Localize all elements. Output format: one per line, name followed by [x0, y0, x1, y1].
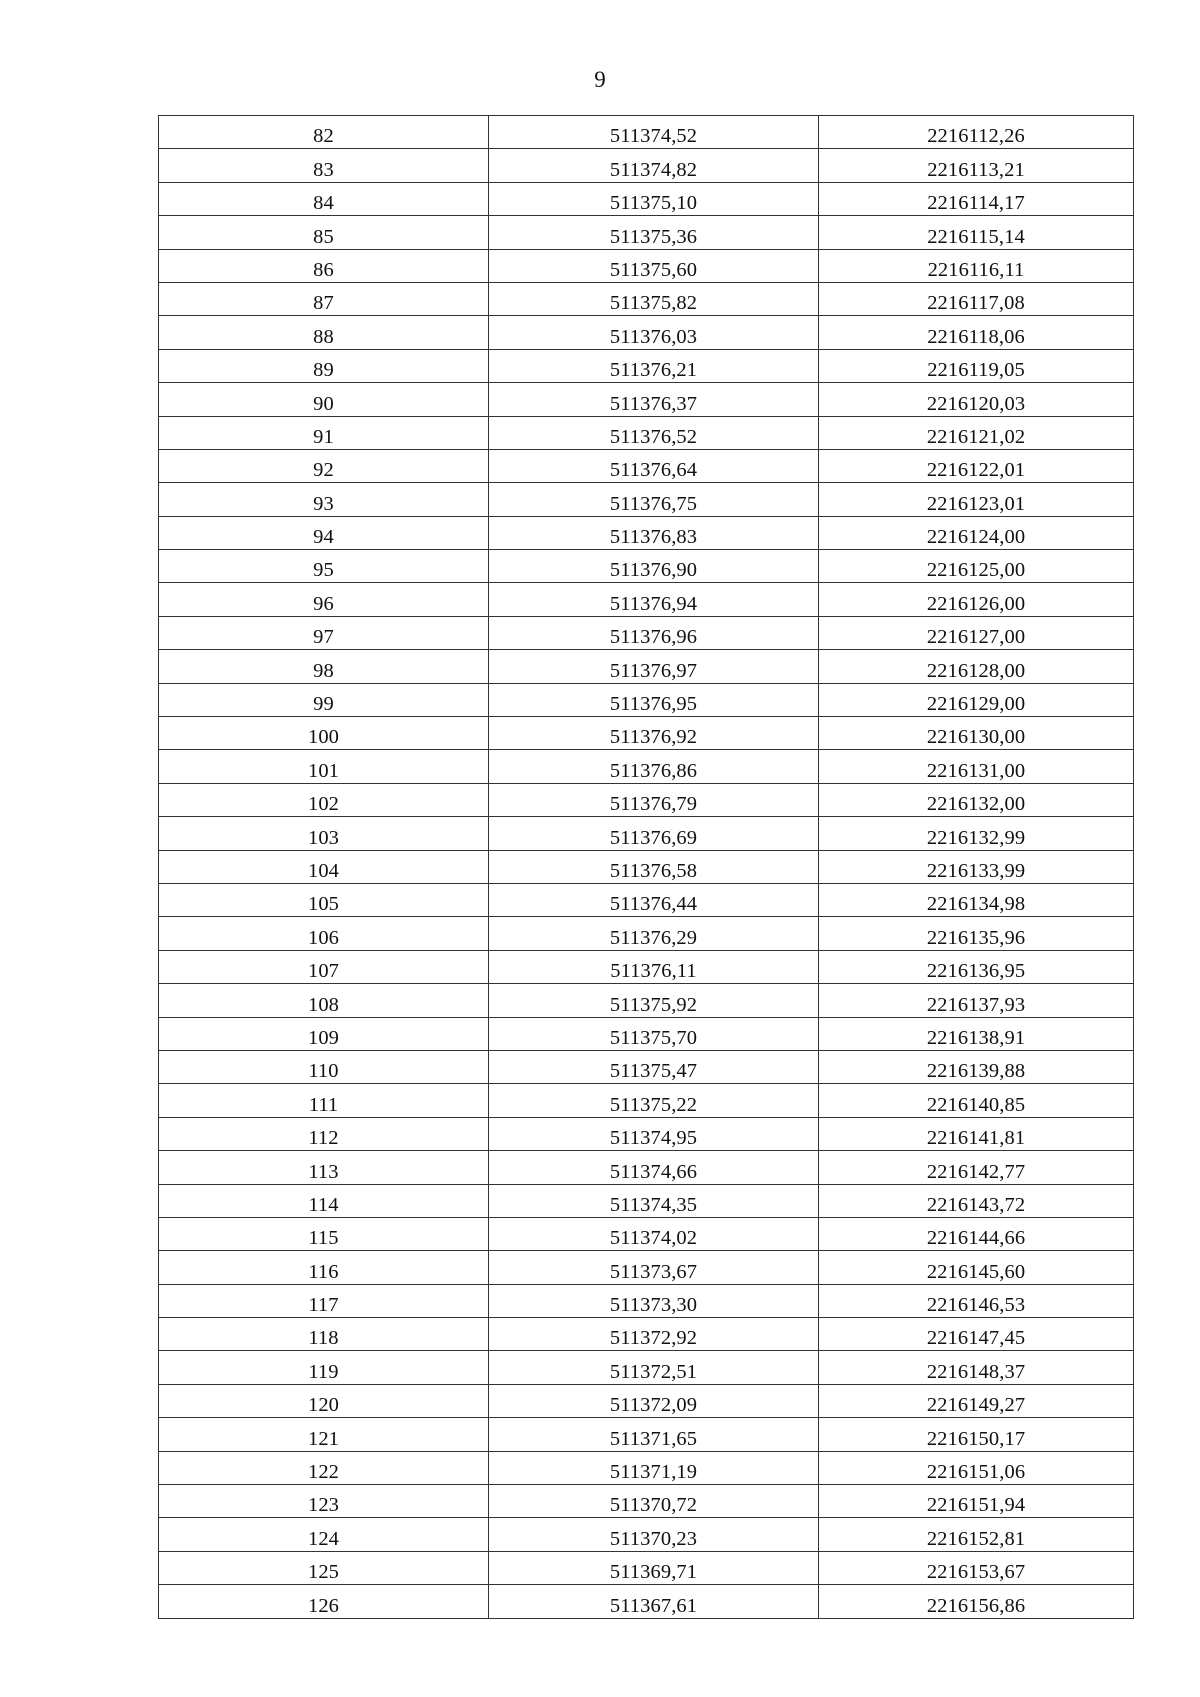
point-number-cell: 101 — [159, 750, 489, 783]
x-coordinate-cell: 511375,60 — [489, 249, 819, 282]
point-number-cell: 91 — [159, 416, 489, 449]
y-coordinate-cell: 2216118,06 — [819, 316, 1134, 349]
table-row — [159, 149, 1134, 182]
table-row — [159, 1451, 1134, 1484]
point-number-cell: 89 — [159, 349, 489, 382]
table-row — [159, 216, 1134, 249]
x-coordinate-cell: 511375,92 — [489, 984, 819, 1017]
point-number-cell: 120 — [159, 1384, 489, 1417]
x-coordinate-cell: 511373,30 — [489, 1284, 819, 1317]
table-row — [159, 282, 1134, 315]
table-row — [159, 182, 1134, 215]
x-coordinate-cell: 511376,95 — [489, 683, 819, 716]
x-coordinate-cell: 511376,11 — [489, 950, 819, 983]
table-row — [159, 1017, 1134, 1050]
coordinates-table-body — [159, 116, 1134, 1619]
point-number-cell: 104 — [159, 850, 489, 883]
point-number-cell: 97 — [159, 616, 489, 649]
table-row — [159, 1184, 1134, 1217]
y-coordinate-cell: 2216117,08 — [819, 282, 1134, 315]
y-coordinate-cell: 2216153,67 — [819, 1551, 1134, 1584]
x-coordinate-cell: 511372,09 — [489, 1384, 819, 1417]
table-row — [159, 1418, 1134, 1451]
table-row — [159, 316, 1134, 349]
y-coordinate-cell: 2216132,99 — [819, 817, 1134, 850]
point-number-cell: 100 — [159, 717, 489, 750]
y-coordinate-cell: 2216127,00 — [819, 616, 1134, 649]
table-row — [159, 1251, 1134, 1284]
y-coordinate-cell: 2216142,77 — [819, 1151, 1134, 1184]
x-coordinate-cell: 511375,36 — [489, 216, 819, 249]
point-number-cell: 99 — [159, 683, 489, 716]
page-number: 9 — [594, 67, 606, 92]
table-row — [159, 1485, 1134, 1518]
point-number-cell: 118 — [159, 1318, 489, 1351]
table-row — [159, 550, 1134, 583]
table-row — [159, 917, 1134, 950]
y-coordinate-cell: 2216145,60 — [819, 1251, 1134, 1284]
point-number-cell: 117 — [159, 1284, 489, 1317]
point-number-cell: 115 — [159, 1217, 489, 1250]
point-number-cell: 86 — [159, 249, 489, 282]
point-number-cell: 107 — [159, 950, 489, 983]
table-row — [159, 1084, 1134, 1117]
point-number-cell: 102 — [159, 783, 489, 816]
point-number-cell: 119 — [159, 1351, 489, 1384]
x-coordinate-cell: 511376,94 — [489, 583, 819, 616]
x-coordinate-cell: 511367,61 — [489, 1585, 819, 1618]
x-coordinate-cell: 511375,22 — [489, 1084, 819, 1117]
x-coordinate-cell: 511371,19 — [489, 1451, 819, 1484]
x-coordinate-cell: 511372,92 — [489, 1318, 819, 1351]
x-coordinate-cell: 511374,82 — [489, 149, 819, 182]
y-coordinate-cell: 2216126,00 — [819, 583, 1134, 616]
point-number-cell: 121 — [159, 1418, 489, 1451]
point-number-cell: 98 — [159, 650, 489, 683]
y-coordinate-cell: 2216113,21 — [819, 149, 1134, 182]
x-coordinate-cell: 511376,69 — [489, 817, 819, 850]
x-coordinate-cell: 511374,52 — [489, 116, 819, 149]
point-number-cell: 122 — [159, 1451, 489, 1484]
table-row — [159, 1384, 1134, 1417]
point-number-cell: 83 — [159, 149, 489, 182]
point-number-cell: 108 — [159, 984, 489, 1017]
y-coordinate-cell: 2216120,03 — [819, 383, 1134, 416]
x-coordinate-cell: 511376,03 — [489, 316, 819, 349]
x-coordinate-cell: 511374,35 — [489, 1184, 819, 1217]
x-coordinate-cell: 511376,52 — [489, 416, 819, 449]
y-coordinate-cell: 2216151,06 — [819, 1451, 1134, 1484]
y-coordinate-cell: 2216140,85 — [819, 1084, 1134, 1117]
x-coordinate-cell: 511376,75 — [489, 483, 819, 516]
point-number-cell: 124 — [159, 1518, 489, 1551]
y-coordinate-cell: 2216150,17 — [819, 1418, 1134, 1451]
y-coordinate-cell: 2216146,53 — [819, 1284, 1134, 1317]
x-coordinate-cell: 511376,97 — [489, 650, 819, 683]
x-coordinate-cell: 511374,66 — [489, 1151, 819, 1184]
y-coordinate-cell: 2216149,27 — [819, 1384, 1134, 1417]
table-row — [159, 1585, 1134, 1618]
x-coordinate-cell: 511374,95 — [489, 1117, 819, 1150]
table-row — [159, 116, 1134, 149]
y-coordinate-cell: 2216141,81 — [819, 1117, 1134, 1150]
point-number-cell: 123 — [159, 1485, 489, 1518]
y-coordinate-cell: 2216119,05 — [819, 349, 1134, 382]
y-coordinate-cell: 2216130,00 — [819, 717, 1134, 750]
y-coordinate-cell: 2216139,88 — [819, 1050, 1134, 1083]
table-row — [159, 483, 1134, 516]
x-coordinate-cell: 511371,65 — [489, 1418, 819, 1451]
y-coordinate-cell: 2216124,00 — [819, 516, 1134, 549]
y-coordinate-cell: 2216128,00 — [819, 650, 1134, 683]
table-row — [159, 750, 1134, 783]
point-number-cell: 109 — [159, 1017, 489, 1050]
y-coordinate-cell: 2216122,01 — [819, 449, 1134, 482]
point-number-cell: 82 — [159, 116, 489, 149]
y-coordinate-cell: 2216125,00 — [819, 550, 1134, 583]
y-coordinate-cell: 2216112,26 — [819, 116, 1134, 149]
x-coordinate-cell: 511373,67 — [489, 1251, 819, 1284]
x-coordinate-cell: 511375,10 — [489, 182, 819, 215]
y-coordinate-cell: 2216123,01 — [819, 483, 1134, 516]
point-number-cell: 87 — [159, 282, 489, 315]
x-coordinate-cell: 511376,64 — [489, 449, 819, 482]
x-coordinate-cell: 511372,51 — [489, 1351, 819, 1384]
table-row — [159, 416, 1134, 449]
y-coordinate-cell: 2216121,02 — [819, 416, 1134, 449]
point-number-cell: 114 — [159, 1184, 489, 1217]
point-number-cell: 125 — [159, 1551, 489, 1584]
table-row — [159, 1117, 1134, 1150]
x-coordinate-cell: 511376,21 — [489, 349, 819, 382]
point-number-cell: 95 — [159, 550, 489, 583]
table-row — [159, 1318, 1134, 1351]
table-row — [159, 616, 1134, 649]
x-coordinate-cell: 511369,71 — [489, 1551, 819, 1584]
table-row — [159, 817, 1134, 850]
table-row — [159, 1050, 1134, 1083]
x-coordinate-cell: 511376,92 — [489, 717, 819, 750]
x-coordinate-cell: 511376,44 — [489, 883, 819, 916]
x-coordinate-cell: 511375,70 — [489, 1017, 819, 1050]
y-coordinate-cell: 2216116,11 — [819, 249, 1134, 282]
table-row — [159, 1284, 1134, 1317]
point-number-cell: 96 — [159, 583, 489, 616]
x-coordinate-cell: 511376,79 — [489, 783, 819, 816]
table-row — [159, 583, 1134, 616]
table-row — [159, 650, 1134, 683]
x-coordinate-cell: 511376,83 — [489, 516, 819, 549]
y-coordinate-cell: 2216134,98 — [819, 883, 1134, 916]
table-row — [159, 383, 1134, 416]
y-coordinate-cell: 2216156,86 — [819, 1585, 1134, 1618]
x-coordinate-cell: 511376,58 — [489, 850, 819, 883]
y-coordinate-cell: 2216138,91 — [819, 1017, 1134, 1050]
x-coordinate-cell: 511374,02 — [489, 1217, 819, 1250]
table-row — [159, 349, 1134, 382]
y-coordinate-cell: 2216114,17 — [819, 182, 1134, 215]
point-number-cell: 88 — [159, 316, 489, 349]
y-coordinate-cell: 2216135,96 — [819, 917, 1134, 950]
point-number-cell: 90 — [159, 383, 489, 416]
table-row — [159, 1351, 1134, 1384]
y-coordinate-cell: 2216133,99 — [819, 850, 1134, 883]
table-row — [159, 249, 1134, 282]
x-coordinate-cell: 511375,47 — [489, 1050, 819, 1083]
table-row — [159, 984, 1134, 1017]
point-number-cell: 112 — [159, 1117, 489, 1150]
y-coordinate-cell: 2216152,81 — [819, 1518, 1134, 1551]
table-row — [159, 783, 1134, 816]
y-coordinate-cell: 2216144,66 — [819, 1217, 1134, 1250]
table-row — [159, 717, 1134, 750]
point-number-cell: 105 — [159, 883, 489, 916]
point-number-cell: 94 — [159, 516, 489, 549]
point-number-cell: 106 — [159, 917, 489, 950]
point-number-cell: 116 — [159, 1251, 489, 1284]
x-coordinate-cell: 511376,37 — [489, 383, 819, 416]
point-number-cell: 92 — [159, 449, 489, 482]
x-coordinate-cell: 511376,29 — [489, 917, 819, 950]
table-row — [159, 1217, 1134, 1250]
point-number-cell: 111 — [159, 1084, 489, 1117]
x-coordinate-cell: 511376,96 — [489, 616, 819, 649]
y-coordinate-cell: 2216132,00 — [819, 783, 1134, 816]
table-row — [159, 1518, 1134, 1551]
table-row — [159, 1151, 1134, 1184]
x-coordinate-cell: 511370,72 — [489, 1485, 819, 1518]
y-coordinate-cell: 2216136,95 — [819, 950, 1134, 983]
point-number-cell: 110 — [159, 1050, 489, 1083]
point-number-cell: 113 — [159, 1151, 489, 1184]
table-row — [159, 883, 1134, 916]
y-coordinate-cell: 2216151,94 — [819, 1485, 1134, 1518]
y-coordinate-cell: 2216148,37 — [819, 1351, 1134, 1384]
table-row — [159, 516, 1134, 549]
x-coordinate-cell: 511376,86 — [489, 750, 819, 783]
table-row — [159, 850, 1134, 883]
point-number-cell: 126 — [159, 1585, 489, 1618]
x-coordinate-cell: 511370,23 — [489, 1518, 819, 1551]
x-coordinate-cell: 511375,82 — [489, 282, 819, 315]
y-coordinate-cell: 2216143,72 — [819, 1184, 1134, 1217]
point-number-cell: 84 — [159, 182, 489, 215]
table-row — [159, 449, 1134, 482]
point-number-cell: 93 — [159, 483, 489, 516]
table-row — [159, 950, 1134, 983]
point-number-cell: 103 — [159, 817, 489, 850]
y-coordinate-cell: 2216137,93 — [819, 984, 1134, 1017]
y-coordinate-cell: 2216147,45 — [819, 1318, 1134, 1351]
y-coordinate-cell: 2216115,14 — [819, 216, 1134, 249]
coordinates-table — [158, 115, 1134, 1619]
x-coordinate-cell: 511376,90 — [489, 550, 819, 583]
table-row — [159, 1551, 1134, 1584]
y-coordinate-cell: 2216129,00 — [819, 683, 1134, 716]
point-number-cell: 85 — [159, 216, 489, 249]
y-coordinate-cell: 2216131,00 — [819, 750, 1134, 783]
table-row — [159, 683, 1134, 716]
